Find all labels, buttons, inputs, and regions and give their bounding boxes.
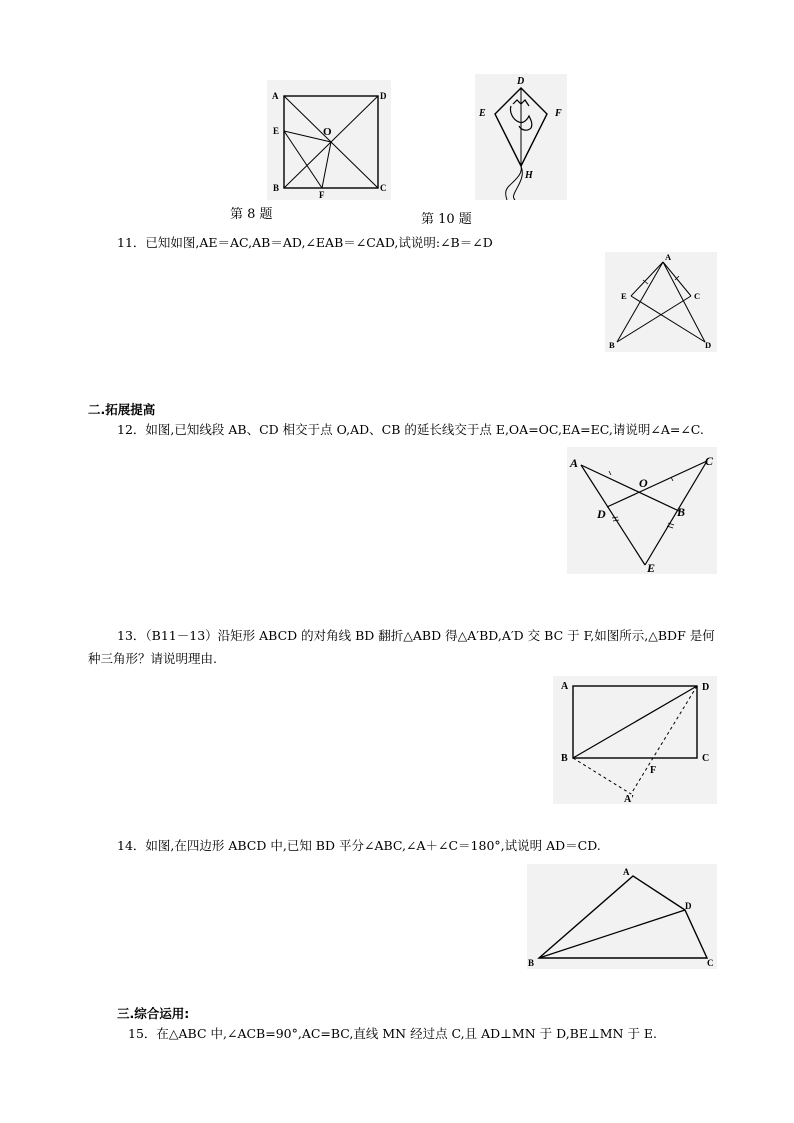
- q11-label-a: A: [665, 252, 672, 262]
- fig10-label-d: D: [517, 76, 525, 87]
- figure-q14: [527, 864, 717, 969]
- q13-label-d: D: [702, 682, 710, 693]
- fig8-label-d: D: [380, 91, 387, 101]
- q11-label-b: B: [609, 340, 615, 350]
- section-3-title: 三.综合运用:: [117, 1006, 190, 1021]
- fig8-label-b: B: [273, 183, 280, 193]
- q12-label-b: B: [677, 505, 686, 519]
- q11-label-c: C: [694, 291, 701, 301]
- q14-label-c: C: [707, 958, 714, 968]
- q12-label-o: O: [639, 476, 648, 490]
- question-15: 15．在△ABC 中,∠ACB=90°,AC=BC,直线 MN 经过点 C,且 AD⊥MN 于 D,BE⊥MN 于 E.: [128, 1026, 658, 1041]
- figure-q11-drawing: [605, 252, 717, 352]
- q13-label-f: F: [650, 765, 657, 776]
- fig8-caption: 第 8 题: [230, 207, 273, 222]
- q13-label-b: B: [561, 753, 568, 764]
- figure-10-drawing: [475, 74, 567, 200]
- figure-q11: [605, 252, 717, 352]
- question-11: 11．已知如图,AE＝AC,AB＝AD,∠EAB＝∠CAD,试说明:∠B＝∠D: [117, 235, 493, 250]
- fig10-label-h: H: [525, 170, 533, 181]
- figure-8-drawing: [267, 80, 391, 200]
- question-13-line-2: 种三角形？请说明理由.: [88, 651, 217, 666]
- section-2-title: 二.拓展提高: [88, 402, 156, 417]
- fig8-label-o: O: [323, 126, 332, 138]
- q12-label-e: E: [647, 561, 656, 574]
- q11-label-e: E: [621, 291, 627, 301]
- fig10-label-f: F: [555, 108, 562, 119]
- figure-8: [267, 80, 391, 200]
- question-13-line-1: 13．（B11－13）沿矩形 ABCD 的对角线 BD 翻折△ABD 得△A′BD,A′D 交 BC 于 F,如图所示,△BDF 是何: [117, 628, 715, 643]
- q14-label-d: D: [685, 901, 692, 911]
- q13-label-c: C: [702, 753, 710, 764]
- q12-label-c: C: [705, 454, 714, 468]
- question-14: 14．如图,在四边形 ABCD 中,已知 BD 平分∠ABC,∠A＋∠C＝180°,试说明 AD＝CD.: [117, 838, 601, 853]
- q11-label-d: D: [705, 340, 712, 350]
- question-12: 12．如图,已知线段 AB、CD 相交于点 O,AD、CB 的延长线交于点 E,OA=OC,EA=EC,请说明∠A=∠C.: [117, 422, 704, 437]
- fig10-label-e: E: [479, 108, 486, 119]
- fig10-caption: 第 10 题: [421, 212, 472, 227]
- figure-q14-drawing: [527, 864, 717, 969]
- q13-label-a: A: [561, 681, 569, 692]
- fig8-label-f: F: [319, 190, 325, 200]
- q14-label-a: A: [623, 867, 630, 877]
- figure-q12-drawing: [567, 447, 717, 574]
- q12-label-a: A: [570, 456, 579, 470]
- q13-label-a-prime: A′: [624, 794, 635, 804]
- figure-10: [475, 74, 567, 200]
- fig8-label-e: E: [273, 126, 280, 136]
- figure-q13: [553, 676, 717, 804]
- fig8-label-a: A: [272, 91, 279, 101]
- figure-q13-drawing: [553, 676, 717, 804]
- fig8-label-c: C: [380, 183, 387, 193]
- figure-q12: [567, 447, 717, 574]
- q14-label-b: B: [528, 958, 535, 968]
- q12-label-d: D: [597, 507, 606, 521]
